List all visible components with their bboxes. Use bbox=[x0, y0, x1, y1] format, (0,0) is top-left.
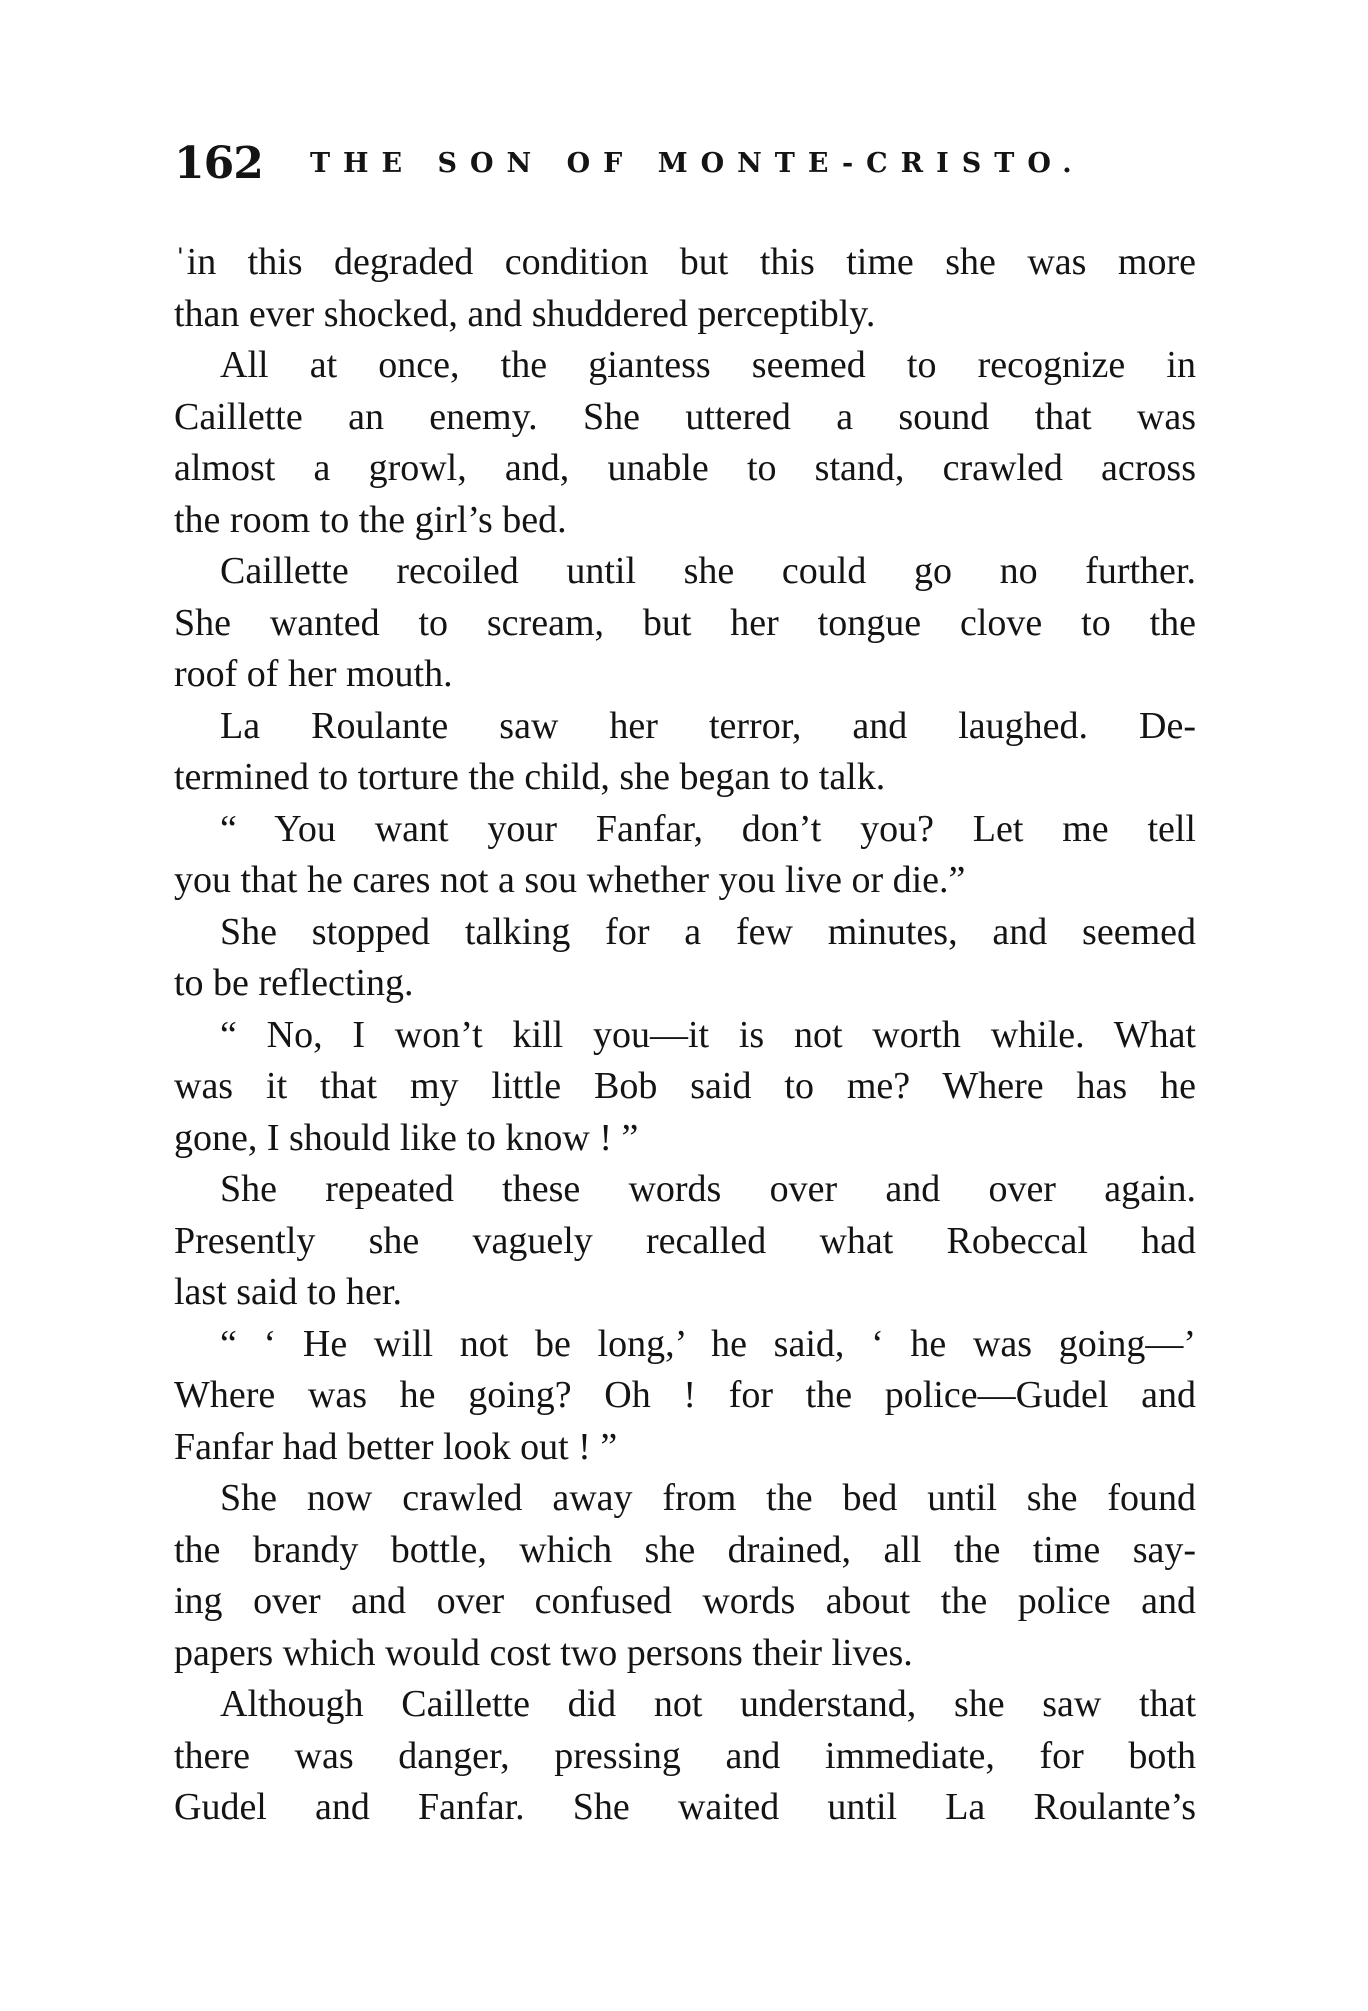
running-header bbox=[174, 138, 1194, 198]
text-line: “ No, I won’t kill you—it is not worth while. What bbox=[220, 1013, 1196, 1056]
text-line: She stopped talking for a few minutes, and seemed bbox=[220, 910, 1196, 953]
text-line: there was danger, pressing and immediate, for both bbox=[174, 1734, 1196, 1777]
text-line: Where was he going? Oh ! for the police—Gudel and bbox=[174, 1374, 1196, 1416]
paragraph bbox=[174, 701, 1196, 804]
text-line: Gudel and Fanfar. She waited until La Roulante’s bbox=[174, 1786, 1196, 1828]
book-title: THE SON OF MONTE-CRISTO. bbox=[309, 148, 1085, 179]
paragraph bbox=[174, 237, 1196, 340]
paragraph bbox=[174, 1473, 1196, 1679]
text-line: you that he cares not a sou whether you live or die.” bbox=[174, 859, 966, 901]
text-line: She repeated these words over and over again. bbox=[220, 1168, 1196, 1210]
text-line: She now crawled away from the bed until she found bbox=[220, 1477, 1196, 1519]
body-text bbox=[174, 237, 1196, 1834]
paragraph bbox=[174, 1319, 1196, 1474]
text-line: ˈin this degraded condition but this time she was more bbox=[174, 241, 1196, 283]
page-number: 162 bbox=[174, 138, 263, 189]
text-line: All at once, the giantess seemed to recognize in bbox=[220, 344, 1196, 386]
paragraph bbox=[174, 546, 1196, 701]
text-line: the room to the girl’s bed. bbox=[174, 498, 567, 541]
text-line: Caillette an enemy. She uttered a sound that was bbox=[174, 395, 1196, 438]
text-line: Although Caillette did not understand, she saw that bbox=[220, 1683, 1196, 1725]
text-line: Fanfar had better look out ! ” bbox=[174, 1425, 618, 1468]
text-line: than ever shocked, and shuddered perceptibly. bbox=[174, 292, 876, 335]
paragraph bbox=[174, 907, 1196, 1010]
text-line: roof of her mouth. bbox=[174, 653, 453, 695]
text-line: papers which would cost two persons their lives. bbox=[174, 1631, 913, 1674]
paragraph bbox=[174, 1010, 1196, 1165]
text-line: gone, I should like to know ! ” bbox=[174, 1116, 639, 1159]
text-line: “ You want your Fanfar, don’t you? Let me tell bbox=[220, 807, 1196, 850]
text-line: Presently she vaguely recalled what Robeccal had bbox=[174, 1219, 1196, 1262]
text-line: to be reflecting. bbox=[174, 962, 414, 1004]
text-line: Caillette recoiled until she could go no further. bbox=[220, 550, 1196, 592]
text-line: almost a growl, and, unable to stand, crawled across bbox=[174, 447, 1196, 489]
text-line: She wanted to scream, but her tongue clove to the bbox=[174, 601, 1196, 644]
text-line: La Roulante saw her terror, and laughed. De- bbox=[220, 704, 1196, 747]
text-line: the brandy bottle, which she drained, all the time say- bbox=[174, 1528, 1196, 1571]
text-line: was it that my little Bob said to me? Where has he bbox=[174, 1065, 1196, 1107]
paragraph bbox=[174, 1679, 1196, 1834]
paragraph bbox=[174, 1164, 1196, 1319]
paragraph bbox=[174, 340, 1196, 546]
text-line: “ ‘ He will not be long,’ he said, ‘ he was going—’ bbox=[220, 1322, 1196, 1365]
text-line: last said to her. bbox=[174, 1271, 402, 1313]
text-line: ing over and over confused words about the police and bbox=[174, 1580, 1196, 1622]
text-line: termined to torture the child, she began to talk. bbox=[174, 756, 886, 798]
paragraph bbox=[174, 804, 1196, 907]
